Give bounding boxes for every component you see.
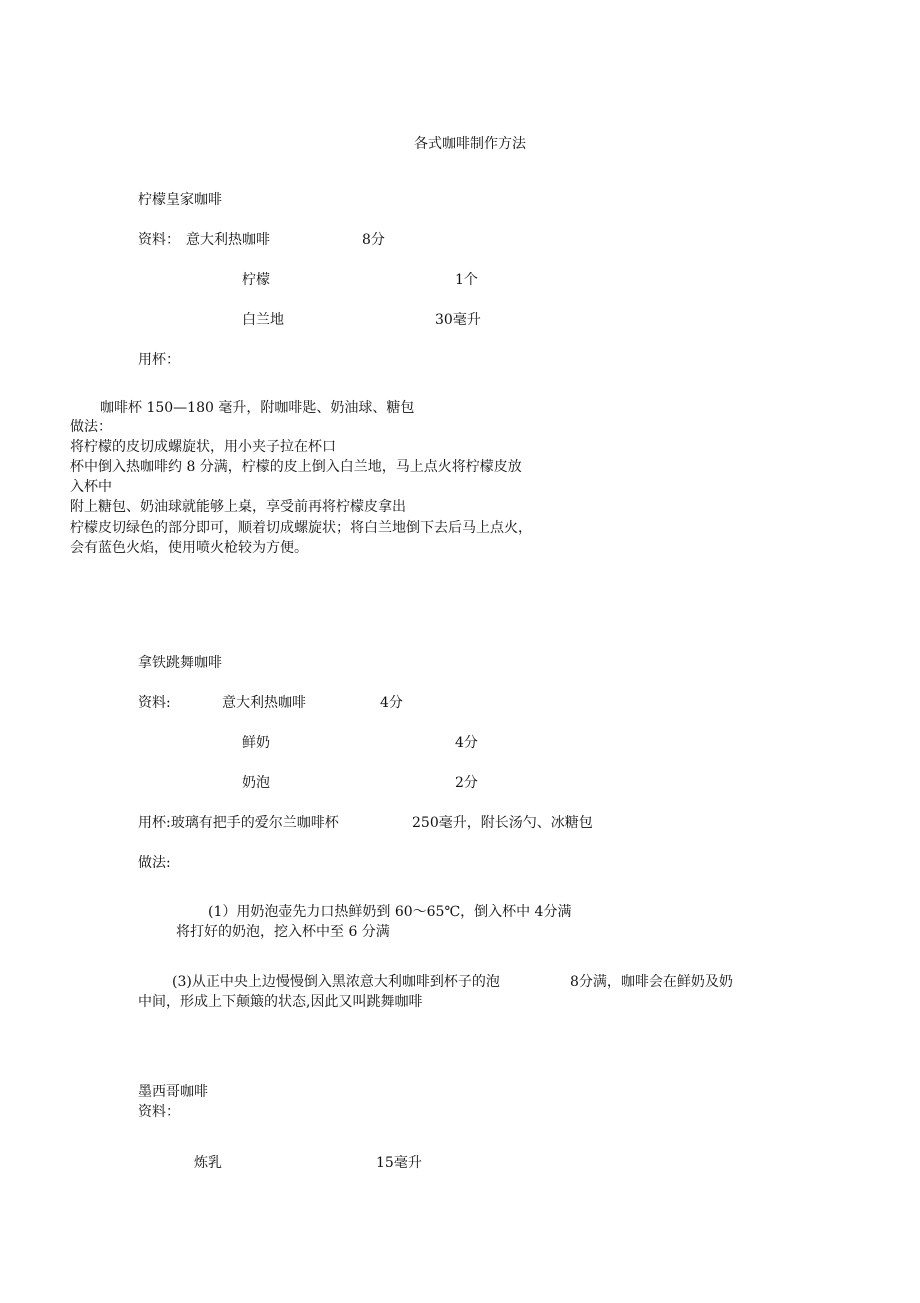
lemon-method-line: 柠檬皮切绿色的部分即可，顺着切成螺旋状；将白兰地倒下去后马上点火， — [70, 520, 532, 536]
latte-cup-label: 用杯:玻璃有把手的爱尔兰咖啡杯 — [138, 815, 339, 831]
latte-method-label: 做法: — [138, 855, 171, 871]
lemon-method-line: 入杯中 — [70, 479, 112, 495]
lemon-ingredients-label: 资料： — [138, 232, 180, 248]
latte-ingredients-label: 资料: — [138, 695, 171, 711]
lemon-cup-label: 用杯： — [138, 352, 180, 368]
lemon-method-label: 做法： — [70, 419, 112, 435]
latte-step-1-line-2: 将打好的奶泡，挖入杯中至 6 分满 — [176, 924, 390, 940]
lemon-ingredient-3-qty: 30毫升 — [435, 312, 481, 328]
latte-ingredient-1-name: 意大利热咖啡 — [222, 695, 306, 711]
lemon-ingredient-1-qty: 8分 — [362, 232, 385, 248]
latte-ingredient-3-qty: 2分 — [455, 775, 478, 791]
lemon-method-line: 杯中倒入热咖啡约 8 分满，柠檬的皮上倒入白兰地，马上点火将柠檬皮放 — [70, 459, 522, 475]
lemon-method-line: 会有蓝色火焰，使用喷火枪较为方便。 — [70, 540, 308, 556]
mexican-ingredient-1-qty: 15毫升 — [376, 1155, 422, 1171]
latte-step-3-line-2: 中间，形成上下颠簸的状态,因此又叫跳舞咖啡 — [138, 994, 423, 1010]
lemon-ingredient-3-name: 白兰地 — [242, 312, 284, 328]
latte-ingredient-3-name: 奶泡 — [242, 775, 270, 791]
lemon-ingredient-1-name: 意大利热咖啡 — [186, 232, 270, 248]
latte-dance-heading: 拿铁跳舞咖啡 — [138, 655, 222, 671]
latte-step-1-line-1: (1）用奶泡壶先力口热鲜奶到 60～65℃，倒入杯中 4分满 — [208, 904, 572, 920]
page-title: 各式咖啡制作方法 — [414, 136, 526, 152]
mexican-ingredient-1-name: 炼乳 — [194, 1155, 222, 1171]
latte-step-3-part-2: 8分满，咖啡会在鲜奶及奶 — [570, 974, 733, 990]
lemon-ingredient-2-name: 柠檬 — [242, 272, 270, 288]
mexican-heading: 墨西哥咖啡 — [138, 1084, 208, 1100]
lemon-royal-heading: 柠檬皇家咖啡 — [138, 192, 222, 208]
latte-cup-desc: 250毫升，附长汤勺、冰糖包 — [412, 815, 593, 831]
latte-step-3-part-1: (3)从正中央上边慢慢倒入黑浓意大利咖啡到杯子的泡 — [172, 974, 500, 990]
mexican-ingredients-label: 资料： — [138, 1104, 180, 1120]
latte-ingredient-1-qty: 4分 — [380, 695, 403, 711]
lemon-ingredient-2-qty: 1个 — [455, 272, 478, 288]
lemon-method-line: 将柠檬的皮切成螺旋状，用小夹子拉在杯口 — [70, 439, 336, 455]
lemon-cup-desc: 咖啡杯 150—180 毫升，附咖啡匙、奶油球、糖包 — [100, 400, 415, 416]
latte-ingredient-2-qty: 4分 — [455, 735, 478, 751]
lemon-method-line: 附上糖包、奶油球就能够上桌，享受前再将柠檬皮拿出 — [70, 499, 406, 515]
latte-ingredient-2-name: 鲜奶 — [242, 735, 270, 751]
